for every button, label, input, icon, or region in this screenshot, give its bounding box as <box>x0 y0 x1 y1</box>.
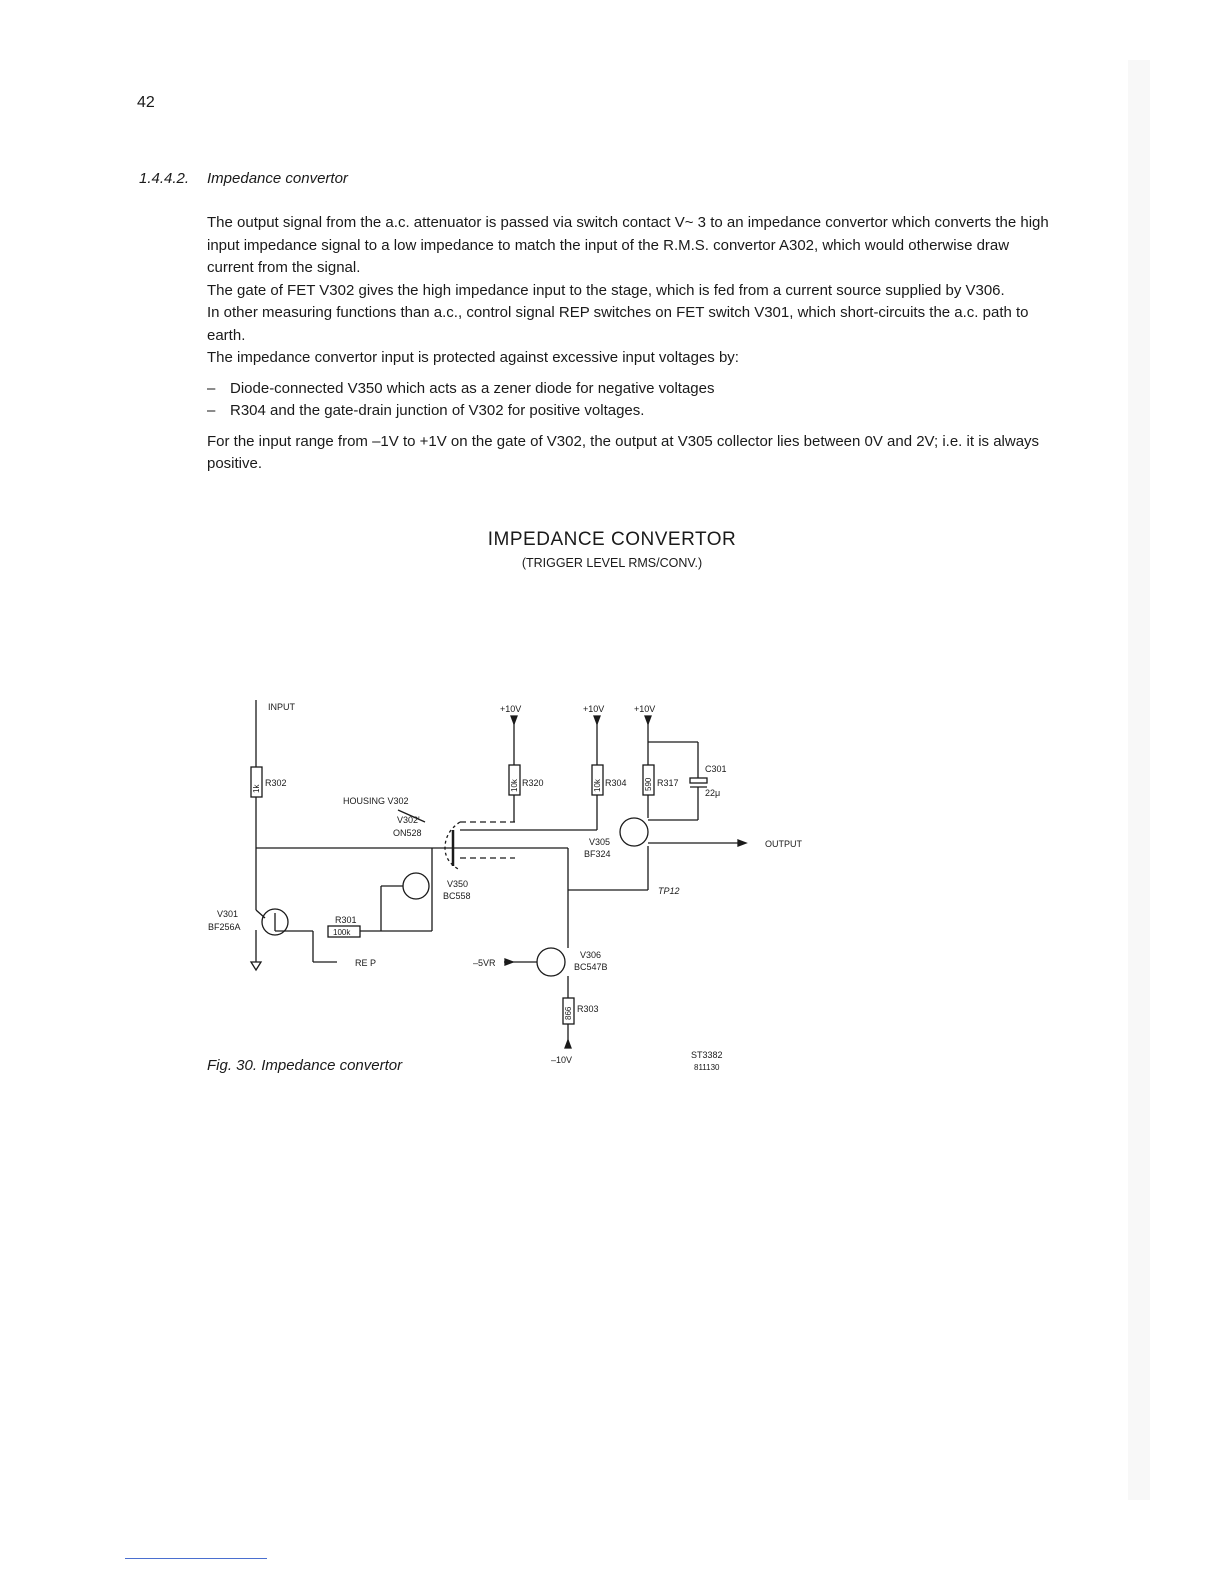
r317-label: R317 <box>657 778 679 788</box>
r302-label: R302 <box>265 778 287 788</box>
rep-label: RE P <box>355 958 377 968</box>
r304-label: R304 <box>605 778 627 788</box>
paragraph: The impedance convertor input is protected against excessive input voltages by: <box>207 349 739 366</box>
output-label: OUTPUT <box>765 839 802 849</box>
r301-value: 100k <box>333 928 351 937</box>
r303-value: 866 <box>564 1006 573 1020</box>
scan-edge <box>1128 60 1150 1500</box>
supply-label: +10V <box>634 704 656 714</box>
v306-type: BC547B <box>574 962 608 972</box>
list-item: – Diode-connected V350 which acts as a zener diode for negative voltages <box>207 379 715 397</box>
figure-subtitle: (TRIGGER LEVEL RMS/CONV.) <box>521 556 703 570</box>
supply-label: –10V <box>551 1055 573 1065</box>
page-number: 42 <box>137 94 155 111</box>
v350-type: BC558 <box>443 891 471 901</box>
supply-label: +10V <box>583 704 605 714</box>
transistor-v305 <box>620 818 648 846</box>
r301-label: R301 <box>335 915 357 925</box>
capacitor-c301 <box>690 778 707 783</box>
figure-title-text: IMPEDANCE CONVERTOR <box>487 529 737 550</box>
bullet-text: Diode-connected V350 which acts as a zener diode for negative voltages <box>230 379 715 397</box>
section-title: Impedance convertor <box>207 170 348 187</box>
v305-type: BF324 <box>584 849 611 859</box>
v305-label: V305 <box>589 837 611 847</box>
paragraph: In other measuring functions than a.c., control signal REP switches on FET switch V301, which short-circuits the a.c. path to earth. <box>207 304 1029 344</box>
bias-label: –5VR <box>473 958 496 968</box>
figure-caption: Fig. 30. Impedance convertor <box>207 1057 403 1074</box>
v301-label: V301 <box>217 909 239 919</box>
housing-label: HOUSING V302 <box>343 796 409 806</box>
c301-label: C301 <box>705 764 727 774</box>
tp12-label: TP12 <box>658 886 680 896</box>
list-item: – R304 and the gate-drain junction of V302 for positive voltages. <box>207 402 645 419</box>
transistor-v306 <box>537 948 565 976</box>
drawing-date: 811130 <box>694 1063 720 1072</box>
v350-label: V350 <box>447 879 469 889</box>
v302-label: V302' <box>397 815 420 825</box>
r317-value: 590 <box>644 777 653 791</box>
r304-value: 10k <box>593 779 602 792</box>
footer-rule <box>125 1558 267 1559</box>
v301-type: BF256A <box>208 922 241 932</box>
v302-type: ON528 <box>393 828 422 838</box>
bullet-text: R304 and the gate-drain junction of V302 for positive voltages. <box>230 402 645 419</box>
r303-label: R303 <box>577 1004 599 1014</box>
drawing-number: ST3382 <box>691 1050 723 1060</box>
supply-label: +10V <box>500 704 522 714</box>
c301-value: 22μ <box>705 788 721 798</box>
section-number: 1.4.4.2. <box>139 170 190 187</box>
v306-label: V306 <box>580 950 602 960</box>
r320-value: 10k <box>510 779 519 792</box>
paragraph: The gate of FET V302 gives the high impedance input to the stage, which is fed from a current source supplied by V306. <box>207 281 1005 299</box>
r320-label: R320 <box>522 778 544 788</box>
paragraph: The output signal from the a.c. attenuator is passed via switch contact V~ 3 to an impedance convertor which converts the high input impedance signal to a low impedance to match the input of the R.M.S. convertor A302, which would otherwise draw current from the signal. <box>207 214 1049 276</box>
closing-paragraph: For the input range from –1V to +1V on the gate of V302, the output at V305 collector lies between 0V and 2V; i.e. it is always positive. <box>207 432 1040 472</box>
r302-value: 1k <box>252 784 261 793</box>
input-label: INPUT <box>268 702 295 712</box>
transistor-v350 <box>403 873 429 899</box>
